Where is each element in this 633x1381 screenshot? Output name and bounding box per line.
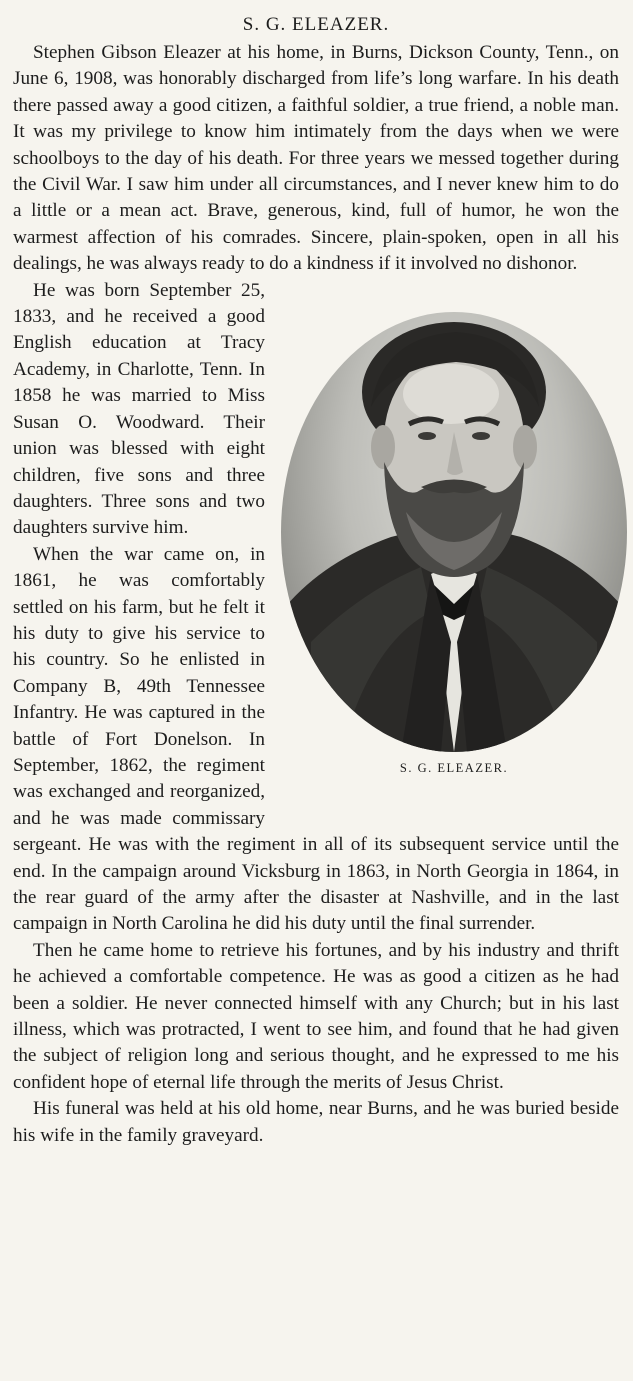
paragraph-birth-family: He was born September 25, 1833, and he received a good English education at Tracy Academy, in Charlotte, Tenn. In 1858 he was married to Miss Susan O. Woodward. Their union was blessed with eight children, five sons and three daughters. Three sons and two daughters survive him.: [13, 279, 265, 539]
portrait-figure: [275, 280, 633, 810]
paragraph-war-service: When the war came on, in 1861, he was comfortably settled on his farm, but he felt it his duty to give his service to his country. So he enlisted in Company B, 49th Tennessee Infantry. He was captured in the battle of Fort Donelson. In September, 1862, the regiment was exchanged and reorganized, and he was made commissary sergeant. He was with the regiment in all of its subsequent service until the end. In the campaign around Vicksburg in 1863, in North Georgia in 1864, in the rear guard of the army after the disaster at Nashville, and in the last campaign in North Carolina he did his duty until the final surrender.: [13, 543, 619, 935]
paragraph-funeral: His funeral was held at his old home, near Burns, and he was buried beside his wife in the family graveyard.: [13, 1098, 619, 1146]
article-title: S. G. ELEAZER.: [242, 14, 390, 35]
portrait-photo: [281, 312, 627, 752]
portrait-illustration: [281, 312, 627, 752]
paragraph-obituary-intro: Stephen Gibson Eleazer at his home, in Burns, Dickson County, Tenn., on June 6, 1908, was honorably discharged from life’s long warfare. In his death there passed away a good citizen, a faithful soldier, a true friend, a noble man. It was my privilege to know him intimately from the days when we were schoolboys to the day of his death. For three years we messed together during the Civil War. I saw him under all circumstances, and I never knew him to do a little or a mean act. Brave, generous, kind, full of humor, he won the warmest affection of his comrades. Sincere, plain-spoken, open in all his dealings, he was always ready to do a kindness if it involved no dishonor.: [13, 42, 619, 275]
portrait-caption: S. G. ELEAZER.: [399, 760, 509, 775]
paragraph-later-life: Then he came home to retrieve his fortunes, and by his industry and thrift he achieved a comfortable competence. He was as good a citizen as he had been a soldier. He never connected himself with any Church; but in his last illness, which was protracted, I went to see him, and found that he had given the subject of religion long and serious thought, and he expressed to me his confident hope of eternal life through the merits of Jesus Christ.: [13, 939, 619, 1093]
